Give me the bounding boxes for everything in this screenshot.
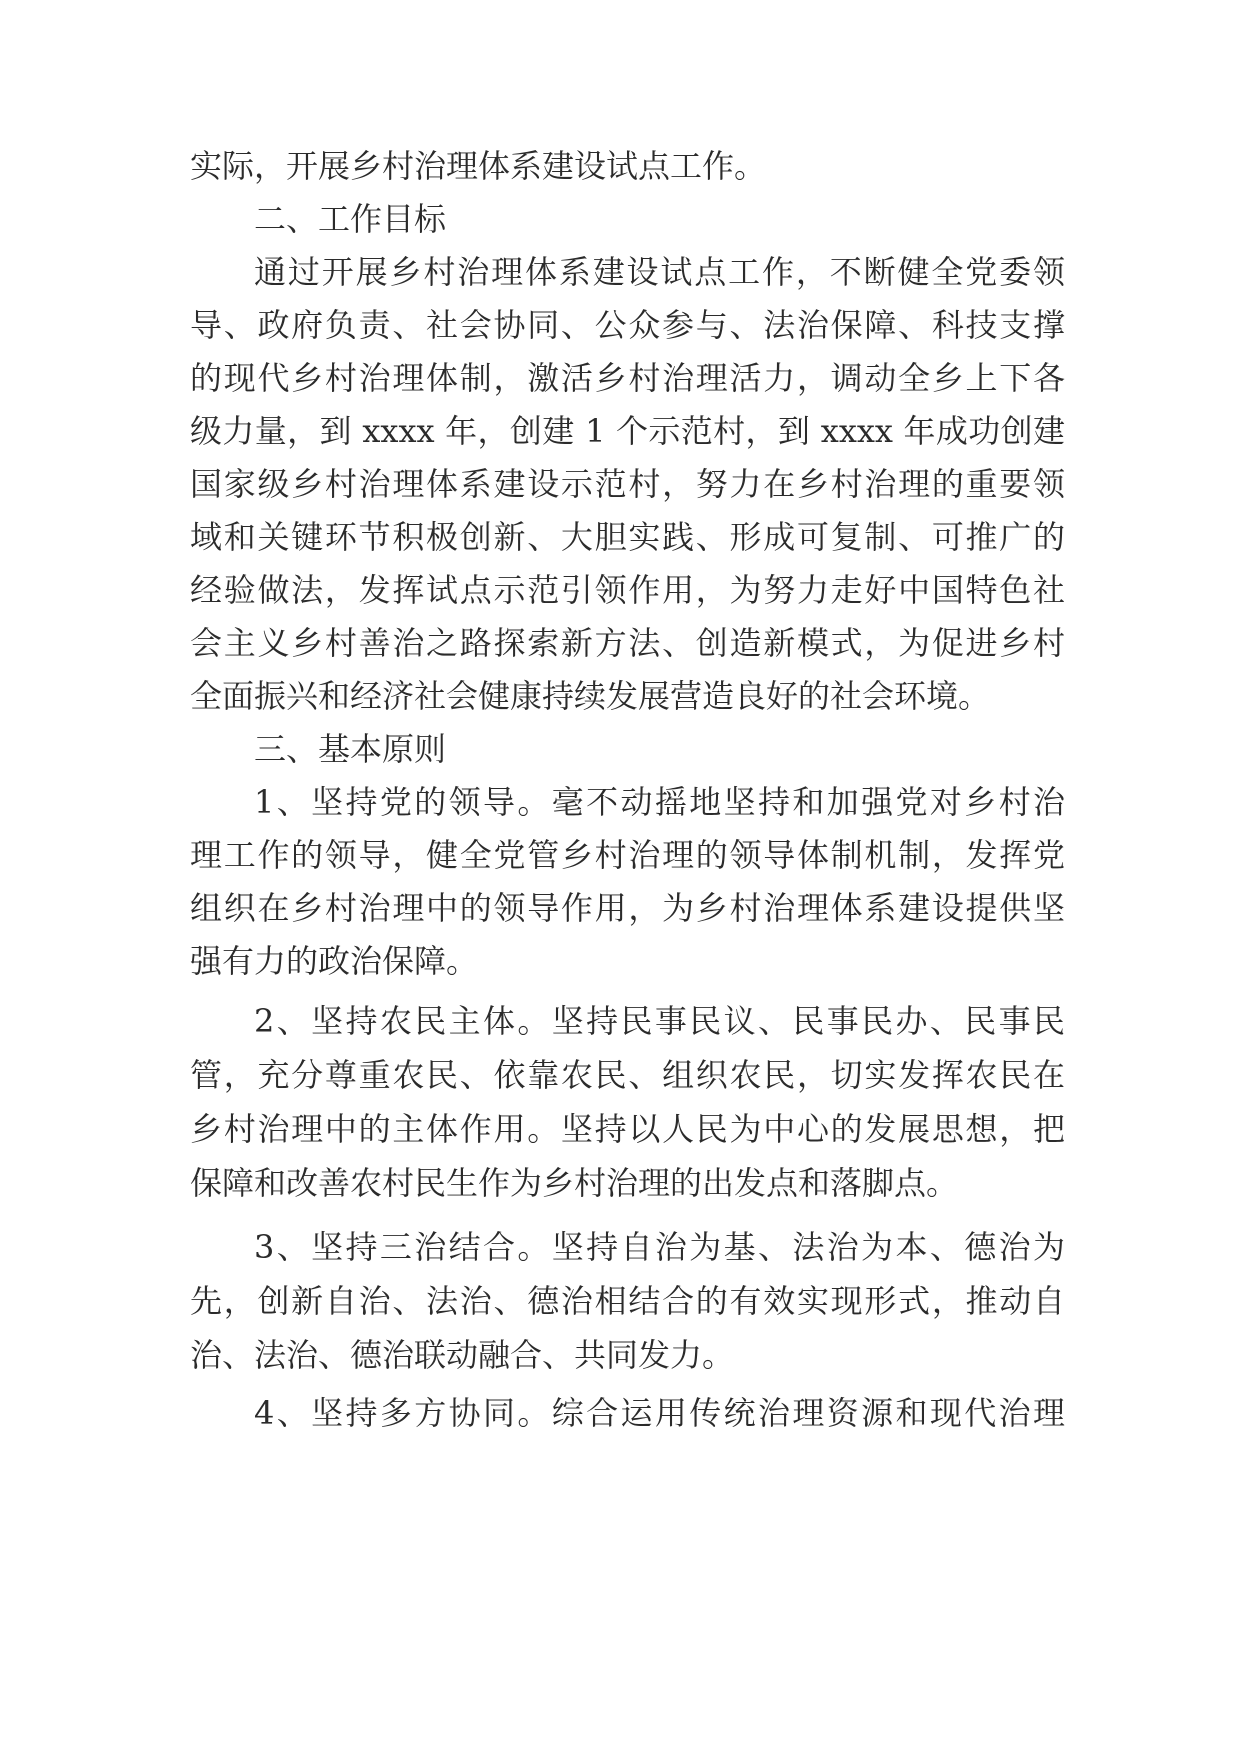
text-line-5: 的现代乡村治理体制，激活乡村治理活力，调动全乡上下各 xyxy=(190,359,1065,397)
text-line-20: 保障和改善农村民生作为乡村治理的出发点和落脚点。 xyxy=(190,1164,959,1202)
text-line-23: 治、法治、德治联动融合、共同发力。 xyxy=(190,1336,735,1374)
text-line-8: 域和关键环节积极创新、大胆实践、形成可复制、可推广的 xyxy=(190,518,1065,556)
text-line-13: 1、坚持党的领导。毫不动摇地坚持和加强党对乡村治 xyxy=(254,783,1065,821)
text-line-18: 管，充分尊重农民、依靠农民、组织农民，切实发挥农民在 xyxy=(190,1056,1065,1094)
text-line-4: 导、政府负责、社会协同、公众参与、法治保障、科技支撑 xyxy=(190,306,1065,344)
text-line-14: 理工作的领导，健全党管乡村治理的领导体制机制，发挥党 xyxy=(190,836,1065,874)
section-heading-work-goals: 二、工作目标 xyxy=(254,200,447,238)
text-line-15: 组织在乡村治理中的领导作用，为乡村治理体系建设提供坚 xyxy=(190,889,1065,927)
text-line-3: 通过开展乡村治理体系建设试点工作，不断健全党委领 xyxy=(254,253,1065,291)
text-line-9: 经验做法，发挥试点示范引领作用，为努力走好中国特色社 xyxy=(190,571,1065,609)
text-line-21: 3、坚持三治结合。坚持自治为基、法治为本、德治为 xyxy=(254,1228,1065,1266)
text-line-7: 国家级乡村治理体系建设示范村，努力在乡村治理的重要领 xyxy=(190,465,1065,503)
text-line-10: 会主义乡村善治之路探索新方法、创造新模式，为促进乡村 xyxy=(190,624,1065,662)
text-line-19: 乡村治理中的主体作用。坚持以人民为中心的发展思想，把 xyxy=(190,1110,1065,1148)
text-line-17: 2、坚持农民主体。坚持民事民议、民事民办、民事民 xyxy=(254,1002,1065,1040)
text-line-16: 强有力的政治保障。 xyxy=(190,942,479,980)
text-line-6: 级力量，到 xxxx 年，创建 1 个示范村，到 xxxx 年成功创建 xyxy=(190,412,1065,450)
text-line-11: 全面振兴和经济社会健康持续发展营造良好的社会环境。 xyxy=(190,677,991,715)
text-line-1: 实际，开展乡村治理体系建设试点工作。 xyxy=(190,147,767,185)
text-line-24: 4、坚持多方协同。综合运用传统治理资源和现代治理 xyxy=(254,1394,1065,1432)
text-line-22: 先，创新自治、法治、德治相结合的有效实现形式，推动自 xyxy=(190,1282,1065,1320)
section-heading-basic-principles: 三、基本原则 xyxy=(254,730,447,768)
